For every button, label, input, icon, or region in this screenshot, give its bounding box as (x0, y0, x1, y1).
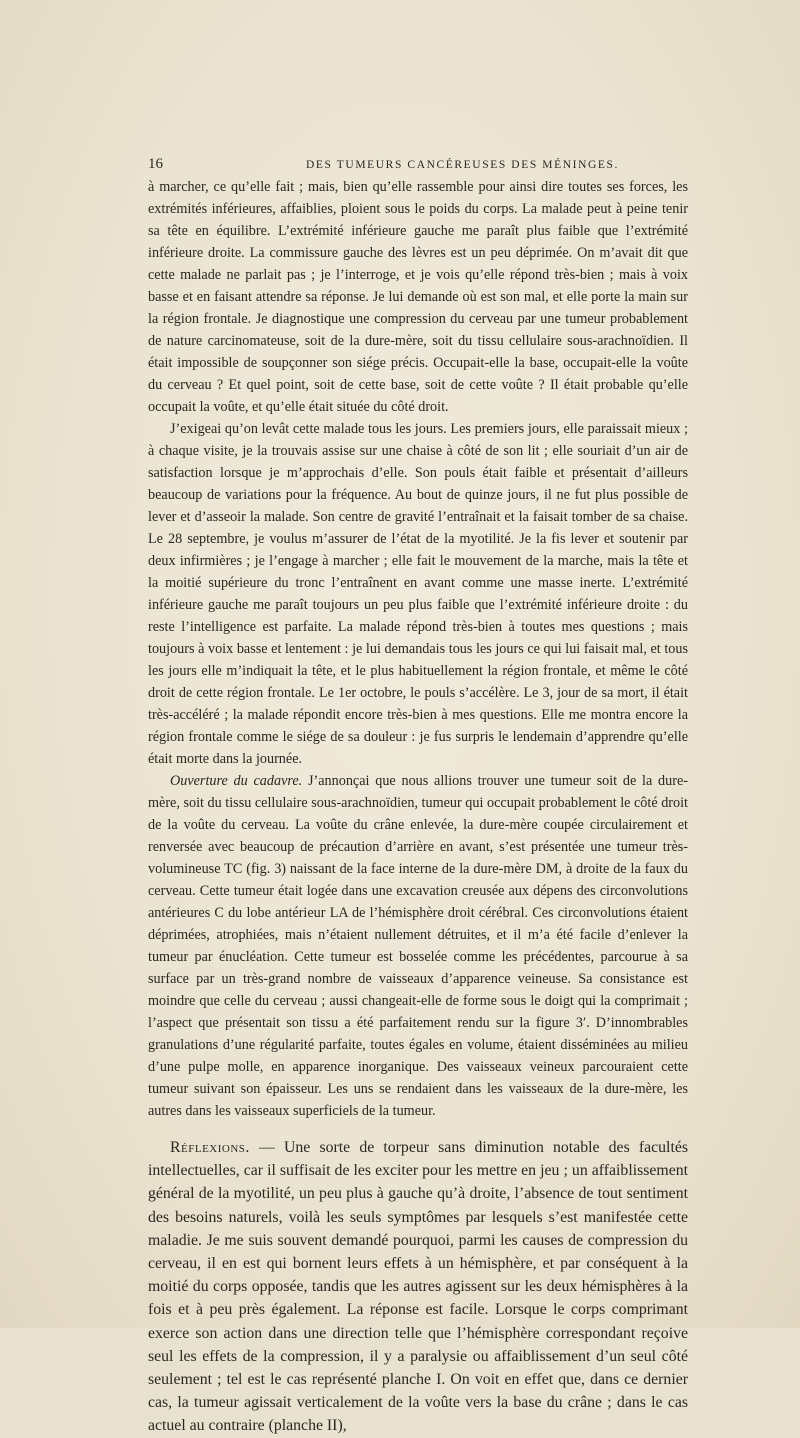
page-header (148, 156, 688, 176)
reflections-text: — Une sorte de torpeur sans diminution notable des facultés intellectuelles, car il suffisait de les exciter pour les mettre en jeu ; un affaiblissement général de la myotilité, un peu plus à gauche qu’à droite, l’absence de tout sentiment des besoins naturels, voilà les seuls symptômes par lesquels s’est manifestée cette maladie. Je me suis souvent demandé pourquoi, parmi les causes de compression du cerveau, il en est qui bornent leurs effets à un hémisphère, et par conséquent à la moitié du corps opposée, tandis que les autres agissent sur les deux hémisphères à la fois et à peu près également. La réponse est facile. Lorsque le corps comprimant exerce son action dans une direction telle que l’hémisphère correspondant reçoive seul les effets de la compression, il y a paralysie ou affaiblissement d’un seul côté seulement ; tel est le cas représenté planche I. On voit en effet que, dans ce dernier cas, la tumeur agissait verticalement de la voûte vers la base du crâne ; dans le cas actuel au contraire (planche II), (148, 1139, 688, 1435)
paragraph-progression: J’exigeai qu’on levât cette malade tous les jours. Les premiers jours, elle paraissait mieux ; à chaque visite, je la trouvais assise sur une chaise à côté de son lit ; elle souriait d’un air de satisfaction lorsque je m’approchais d’elle. Son pouls était faible et présentait d’ailleurs beaucoup de variations pour la fréquence. Au bout de quinze jours, il ne fut plus possible de lever et d’asseoir la malade. Son centre de gravité l’entraînait et la faisait tomber de sa chaise. Le 28 septembre, je voulus m’assurer de l’état de la myotilité. Je la fis lever et soutenir par deux infirmières ; je l’engage à marcher ; elle fait le mouvement de la marche, mais la tête et la moitié supérieure du tronc l’entraînent en avant comme une masse inerte. L’extrémité inférieure gauche me paraît toujours un peu plus faible que l’extrémité inférieure droite : du reste l’intelligence est parfaite. La malade répond très-bien à toutes mes questions ; mais toujours à voix basse et lentement : je lui demandais tous les jours ce qui lui faisait mal, et tous les jours elle m’indiquait la tête, et le plus habituellement la région frontale, et même le côté droit de cette région frontale. Le 1er octobre, le pouls s’accélère. Le 3, jour de sa mort, il était très-accéléré ; la malade répondit encore très-bien à mes questions. Elle me montra encore la région frontale comme le siége de sa douleur : je fus surpris le lendemain d’apprendre qu’elle était morte dans la journée. (148, 421, 688, 767)
reflections-heading: Réflexions. (170, 1139, 250, 1156)
running-head: DES TUMEURS CANCÉREUSES DES MÉNINGES. (306, 159, 619, 171)
autopsy-heading: Ouverture du cadavre. (170, 773, 303, 789)
paragraph-autopsy (148, 770, 688, 1122)
paragraph-symptoms: à marcher, ce qu’elle fait ; mais, bien qu’elle rassemble pour ainsi dire toutes ses forces, les extrémités inférieures, affaiblies, ploient sous le poids du corps. La malade peut à peine tenir sa tête en équilibre. L’extrémité inférieure gauche me paraît plus faible que l’extrémité inférieure droite. La commissure gauche des lèvres est un peu déprimée. On m’avait dit que cette malade ne parlait pas ; je l’interroge, et je vois qu’elle répond très-bien ; mais à voix basse et en faisant attendre sa réponse. Je lui demande où est son mal, et elle porte la main sur la région frontale. Je diagnostique une compression du cerveau par une tumeur probablement de nature carcinomateuse, soit de la dure-mère, soit du tissu cellulaire sous-arachnoïdien. Il était impossible de soupçonner son siége précis. Occupait-elle la base, occupait-elle la voûte du cerveau ? Et quel point, soit de cette base, soit de cette voûte ? Il était probable qu’elle occupait la voûte, et qu’elle était située du côté droit. (148, 179, 688, 415)
paragraph-reflections (148, 1136, 688, 1438)
page-number: 16 (148, 156, 163, 172)
autopsy-text: J’annonçai que nous allions trouver une tumeur soit de la dure-mère, soit du tissu cellulaire sous-arachnoïdien, tumeur qui occupait probablement le côté droit de la voûte du cerveau. La voûte du crâne enlevée, la dure-mère coupée circulairement et renversée avec beaucoup de précaution d’arrière en avant, s’est présentée une tumeur très-volumineuse TC (fig. 3) naissant de la face interne de la dure-mère DM, à droite de la faux du cerveau. Cette tumeur était logée dans une excavation creusée aux dépens des circonvolutions antérieures C du lobe antérieur LA de l’hémisphère droit cérébral. Ces circonvolutions étaient déprimées, atrophiées, mais n’étaient nullement détruites, et il m’a été facile d’enlever la tumeur par énucléation. Cette tumeur est bosselée comme les précédentes, parcourue à sa surface par un très-grand nombre de vaisseaux d’apparence veineuse. Sa consistance est moindre que celle du cerveau ; aussi changeait-elle de forme sous le doigt qui la comprimait ; l’aspect que présentait son tissu a été parfaitement rendu sur la figure 3′. D’innombrables granulations d’une régularité parfaite, toutes égales en volume, étaient disséminées au milieu d’une pulpe molle, en apparence inorganique. Des vaisseaux veineux parcouraient cette tumeur suivant son épaisseur. Les uns se rendaient dans les vaisseaux de la dure-mère, les autres dans les vaisseaux superficiels de la tumeur. (148, 773, 688, 1119)
body-text (148, 176, 688, 1438)
